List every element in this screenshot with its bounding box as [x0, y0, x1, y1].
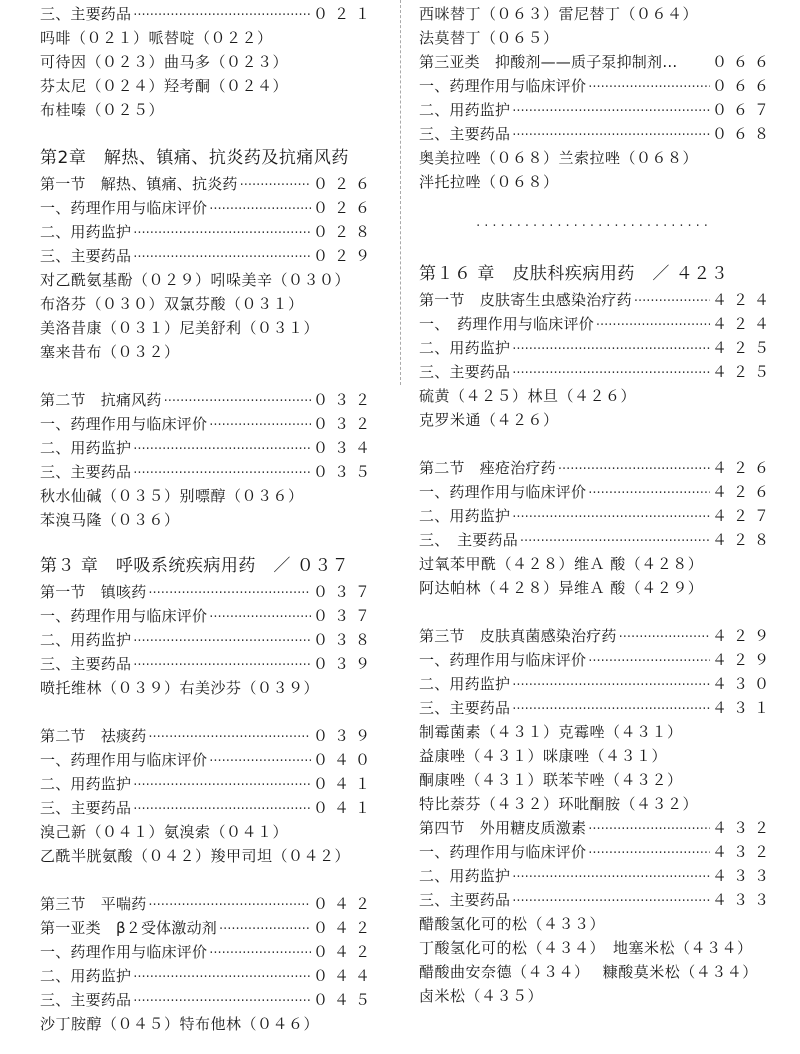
left-column	[40, 0, 376, 1036]
dot-leader	[133, 988, 311, 1012]
page-number: ０３４	[312, 439, 376, 457]
drug-list-line: 丁酸氢化可的松（４３４） 地塞米松（４３４）	[419, 939, 753, 957]
page-number: ０３２	[312, 415, 376, 433]
toc-entry[interactable]: 一、药理作用与临床评价 ····· ４２９	[419, 648, 769, 672]
page-number: ０４５	[312, 991, 376, 1009]
dot-leader	[512, 336, 710, 360]
toc-entry[interactable]: 第一节 镇咳药 ····· ０３７	[40, 580, 370, 604]
toc-entry[interactable]: 三、主要药品 ····· ０２９	[40, 244, 370, 268]
page-number: ０３５	[312, 463, 376, 481]
page-number: ０６６	[711, 77, 775, 95]
dot-leader	[512, 360, 710, 384]
page-number: ４２９	[711, 651, 775, 669]
toc-entry[interactable]: 一、药理作用与临床评价 ····· ０４２	[40, 940, 370, 964]
page-number: ０３８	[312, 631, 376, 649]
dot-leader	[588, 648, 710, 672]
dot-leader	[133, 436, 311, 460]
page-number: ０４４	[312, 967, 376, 985]
toc-entry[interactable]: 一、药理作用与临床评价 ····· ０３２	[40, 412, 370, 436]
page-number: ０６７	[711, 101, 775, 119]
right-column	[419, 0, 775, 1008]
page-number: ０４２	[312, 919, 376, 937]
toc-entry[interactable]: 第三亚类 抑酸剂——质子泵抑制剂… ０６６	[419, 50, 769, 74]
drug-list-line: 醋酸氢化可的松（４３３）	[419, 915, 606, 933]
dot-leader	[512, 672, 710, 696]
drug-list-line: 益康唑（４３１）咪康唑（４３１）	[419, 747, 668, 765]
drug-list-line: 美洛昔康（０３１）尼美舒利（０３１）	[40, 319, 320, 337]
drug-list-line: 法莫替丁（０６５）	[419, 29, 559, 47]
page-number: ４３２	[711, 843, 775, 861]
drug-list-line: 乙酰半胱氨酸（０４２）羧甲司坦（０４２）	[40, 847, 351, 865]
page-number: ０４１	[312, 775, 376, 793]
page-number: ４３２	[711, 819, 775, 837]
page-number: ０４１	[312, 799, 376, 817]
page-number: ０２６	[312, 199, 376, 217]
chapter-heading[interactable]: 第１６ 章 皮肤科疾病用药 ／ ４２３	[419, 264, 729, 284]
dot-leader	[133, 964, 311, 988]
dot-leader	[512, 122, 710, 146]
drug-list-line: 溴己新（０４１）氨溴索（０４１）	[40, 823, 289, 841]
toc-entry[interactable]: 二、用药监护 ····· ０３４	[40, 436, 370, 460]
page-number: ４２４	[711, 315, 775, 333]
page-number: ０６６	[711, 53, 775, 71]
dot-leader	[512, 864, 710, 888]
toc-entry[interactable]: 三、主要药品 ····· ４２５	[419, 360, 769, 384]
toc-entry[interactable]: 三、主要药品 ····· ０３９	[40, 652, 370, 676]
drug-list-line: 可待因（０２３）曲马多（０２３）	[40, 53, 289, 71]
toc-entry[interactable]: 第三节 皮肤真菌感染治疗药 ····· ４２９	[419, 624, 769, 648]
toc-entry[interactable]: 三、主要药品 ····· ０３５	[40, 460, 370, 484]
dot-leader	[133, 652, 311, 676]
toc-entry[interactable]: 第二节 抗痛风药 ····· ０３２	[40, 388, 370, 412]
toc-entry[interactable]: 一、 药理作用与临床评价 ····· ４２４	[419, 312, 769, 336]
dot-leader	[619, 624, 710, 648]
page-number: ４２７	[711, 507, 775, 525]
dot-leader	[588, 74, 710, 98]
toc-entry[interactable]: 二、用药监护 ····· ０４４	[40, 964, 370, 988]
dot-leader	[148, 580, 311, 604]
drug-list-line: 阿达帕林（４２８）异维Ａ 酸（４２９）	[419, 579, 704, 597]
toc-entry[interactable]: 第二节 祛痰药 ····· ０３９	[40, 724, 370, 748]
toc-entry[interactable]: 第一节 解热、镇痛、抗炎药 ····· ０２６	[40, 172, 370, 196]
dot-leader	[512, 696, 710, 720]
dot-leader	[588, 480, 710, 504]
dot-leader	[512, 98, 710, 122]
page-number: ４３３	[711, 891, 775, 909]
drug-list-line: 喷托维林（０３９）右美沙芬（０３９）	[40, 679, 320, 697]
drug-list-line: 卤米松（４３５）	[419, 987, 544, 1005]
dot-leader	[596, 312, 710, 336]
page-number: ４２８	[711, 531, 775, 549]
drug-list-line: 酮康唑（４３１）联苯苄唑（４３２）	[419, 771, 683, 789]
dot-leader	[133, 628, 311, 652]
dot-leader	[209, 412, 311, 436]
dot-leader	[209, 748, 311, 772]
dot-leader	[148, 892, 311, 916]
page-number: ０４０	[312, 751, 376, 769]
page-number: ０３２	[312, 391, 376, 409]
dot-leader	[588, 816, 710, 840]
drug-list-line: 泮托拉唑（０６８）	[419, 173, 559, 191]
drug-list-line: 布洛芬（０３０）双氯芬酸（０３１）	[40, 295, 304, 313]
drug-list-line: 克罗米通（４２６）	[419, 411, 559, 429]
drug-list-line: 芬太尼（０２４）羟考酮（０２４）	[40, 77, 289, 95]
drug-list-line: 沙丁胺醇（０４５）特布他林（０４６）	[40, 1015, 320, 1033]
column-divider	[400, 0, 401, 385]
page-number: ０３９	[312, 727, 376, 745]
drug-list-line: 对乙酰氨基酚（０２９）吲哚美辛（０３０）	[40, 271, 351, 289]
dot-leader	[133, 460, 311, 484]
chapter-heading[interactable]: 第３ 章 呼吸系统疾病用药 ／ ０３７	[40, 556, 350, 576]
dot-leader	[133, 2, 311, 26]
toc-entry[interactable]: 一、药理作用与临床评价 ····· ０２６	[40, 196, 370, 220]
page-number: ４２６	[711, 459, 775, 477]
page-number: ４３３	[711, 867, 775, 885]
toc-entry[interactable]: 三、主要药品 ····· ０２１	[40, 2, 370, 26]
drug-list-line: 特比萘芬（４３２）环吡酮胺（４３２）	[419, 795, 699, 813]
dot-leader	[219, 916, 311, 940]
drug-list-line: 制霉菌素（４３１）克霉唑（４３１）	[419, 723, 683, 741]
page-number: ４２４	[711, 291, 775, 309]
toc-entry[interactable]: 二、用药监护 ····· ０４１	[40, 772, 370, 796]
page-number: ０３７	[312, 583, 376, 601]
dot-leader	[520, 528, 710, 552]
page-number: ０２６	[312, 175, 376, 193]
dot-leader	[148, 724, 311, 748]
drug-list-line: 西咪替丁（０６３）雷尼替丁（０６４）	[419, 5, 699, 23]
page-number: ０３７	[312, 607, 376, 625]
page-number: ０４２	[312, 895, 376, 913]
drug-list-line: 醋酸曲安奈德（４３４） 糠酸莫米松（４３４）	[419, 963, 758, 981]
chapter-heading[interactable]: 第2章 解热、镇痛、抗炎药及抗痛风药	[40, 148, 349, 168]
drug-list-line: 吗啡（０２１）哌替啶（０２２）	[40, 29, 273, 47]
dot-leader	[512, 504, 710, 528]
page-number: ４２５	[711, 339, 775, 357]
page-number: ４２５	[711, 363, 775, 381]
drug-list-line: 布桂嗪（０２５）	[40, 101, 165, 119]
drug-list-line: 奥美拉唑（０６８）兰索拉唑（０６８）	[419, 149, 699, 167]
toc-entry[interactable]: 三、主要药品 ····· ０４１	[40, 796, 370, 820]
dot-leader	[133, 772, 311, 796]
dot-leader	[209, 940, 311, 964]
toc-entry[interactable]: 二、用药监护 ····· ４２５	[419, 336, 769, 360]
toc-entry[interactable]: 二、用药监护 ····· ４３０	[419, 672, 769, 696]
page-number: ４２９	[711, 627, 775, 645]
page-number: ０２９	[312, 247, 376, 265]
toc-entry[interactable]: 一、药理作用与临床评价 ····· ０６６	[419, 74, 769, 98]
dot-leader	[209, 196, 311, 220]
dot-leader	[512, 888, 710, 912]
page-number: ４２６	[711, 483, 775, 501]
toc-entry[interactable]: 二、用药监护 ····· ０６７	[419, 98, 769, 122]
dot-leader	[164, 388, 311, 412]
page-number: ４３０	[711, 675, 775, 693]
toc-entry[interactable]: 第一节 皮肤寄生虫感染治疗药 ····· ４２４	[419, 288, 769, 312]
drug-list-line: 硫黄（４２５）林旦（４２６）	[419, 387, 637, 405]
toc-entry[interactable]: 二、用药监护 ····· ０３８	[40, 628, 370, 652]
page-number: ０６８	[711, 125, 775, 143]
dot-leader	[133, 796, 311, 820]
page-number: ４３１	[711, 699, 775, 717]
page-number: ０３９	[312, 655, 376, 673]
dot-leader	[558, 456, 710, 480]
dot-leader	[209, 604, 311, 628]
dot-leader	[133, 220, 311, 244]
page-number: ０２８	[312, 223, 376, 241]
drug-list-line: 苯溴马隆（０３６）	[40, 511, 180, 529]
page-number: ０２１	[312, 5, 376, 23]
toc-entry[interactable]: 一、药理作用与临床评价 ····· ４２６	[419, 480, 769, 504]
toc-entry[interactable]: 第三节 平喘药 ····· ０４２	[40, 892, 370, 916]
toc-entry[interactable]: 一、药理作用与临床评价 ····· ４３２	[419, 840, 769, 864]
toc-entry[interactable]: 三、 主要药品 ····· ４２８	[419, 528, 769, 552]
dot-leader	[240, 172, 311, 196]
toc-entry[interactable]: 二、用药监护 ····· ０２８	[40, 220, 370, 244]
dot-leader	[634, 288, 710, 312]
toc-entry[interactable]: 三、主要药品 ····· ０６８	[419, 122, 769, 146]
dot-leader	[133, 244, 311, 268]
toc-entry[interactable]: 三、主要药品 ····· ０４５	[40, 988, 370, 1012]
page-number: ０４２	[312, 943, 376, 961]
toc-entry[interactable]: 一、药理作用与临床评价 ····· ０３７	[40, 604, 370, 628]
toc-entry[interactable]: 三、主要药品 ····· ４３３	[419, 888, 769, 912]
toc-entry[interactable]: 第一亚类 β２受体激动剂 ····· ０４２	[40, 916, 370, 940]
toc-entry[interactable]: 三、主要药品 ····· ４３１	[419, 696, 769, 720]
drug-list-line: 过氧苯甲酰（４２８）维Ａ 酸（４２８）	[419, 555, 704, 573]
dot-leader	[588, 840, 710, 864]
omission-separator: ·····························	[476, 218, 712, 234]
drug-list-line: 秋水仙碱（０３５）别嘌醇（０３６）	[40, 487, 304, 505]
toc-entry[interactable]: 一、药理作用与临床评价 ····· ０４０	[40, 748, 370, 772]
toc-entry[interactable]: 第四节 外用糖皮质激素 ····· ４３２	[419, 816, 769, 840]
toc-entry[interactable]: 二、用药监护 ····· ４３３	[419, 864, 769, 888]
drug-list-line: 塞来昔布（０３２）	[40, 343, 180, 361]
toc-entry[interactable]: 第二节 痤疮治疗药 ····· ４２６	[419, 456, 769, 480]
toc-entry[interactable]: 二、用药监护 ····· ４２７	[419, 504, 769, 528]
